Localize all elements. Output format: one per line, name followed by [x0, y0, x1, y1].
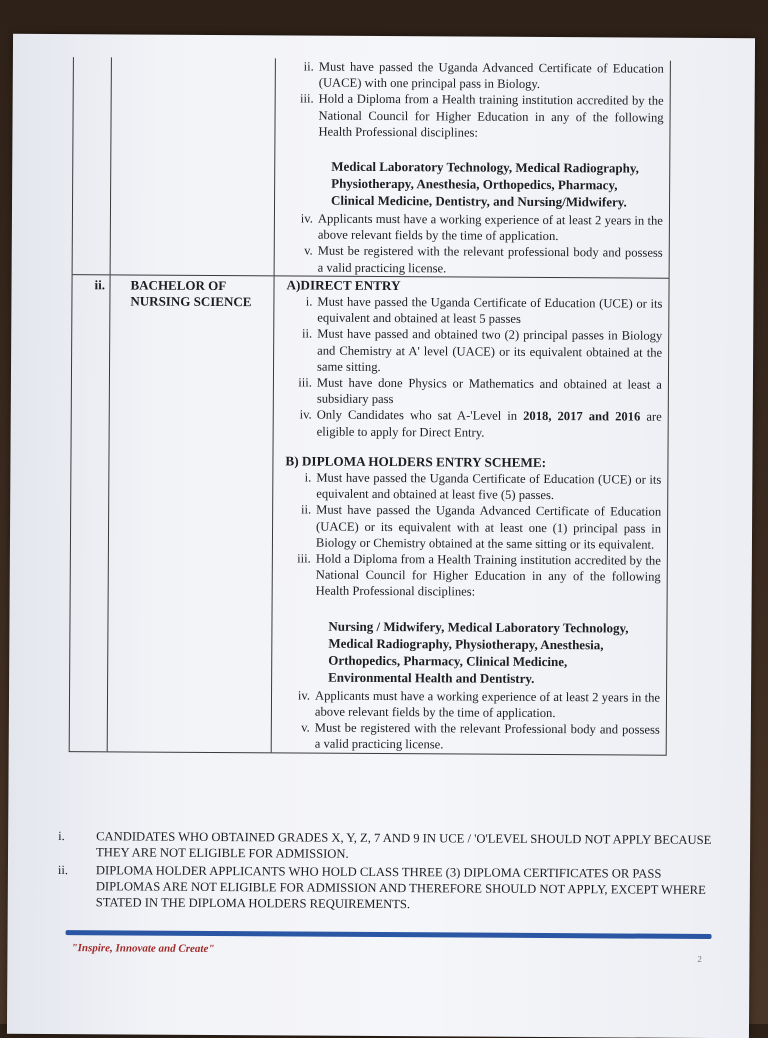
requirement-item	[281, 243, 663, 278]
note-text: CANDIDATES WHO OBTAINED GRADES X, Y, Z, 7 AND 9 IN UCE / 'O'LEVEL SHOULD NOT APPLY BECAUSE THEY ARE NOT ELIGIBLE FOR ADMISSION.	[96, 829, 712, 861]
item-number: iii.	[297, 551, 311, 566]
item-text: Must have passed the Uganda Advanced Certificate of Education (UACE) with one principal pass in Biology.	[318, 59, 664, 92]
programme-name: BACHELOR OF NURSING SCIENCE	[108, 275, 275, 752]
requirement-item	[278, 687, 660, 722]
requirement-item	[281, 91, 663, 142]
item-text: Must have passed the Uganda Certificate of Education (UCE) or its equivalent and obtained at least five (5) passes.	[316, 470, 662, 503]
admission-requirements-table	[69, 57, 671, 755]
item-text-post: are eligible to apply for Direct Entry.	[316, 410, 662, 440]
note-text: DIPLOMA HOLDER APPLICANTS WHO HOLD CLASS THREE (3) DIPLOMA CERTIFICATES OR PASS DIPLOMAS ARE NOT ELIGIBLE FOR ADMISSION AND THEREFORE SHOULD NOT APPLY, EXCEPT WHERE STATED IN THE DIPLOMA HOLDERS REQUIREMENTS.	[95, 863, 706, 912]
requirement-item	[279, 502, 661, 553]
requirements-cell	[275, 58, 670, 277]
row-number-cell	[73, 57, 112, 274]
note-item	[46, 828, 726, 864]
requirement-item	[280, 293, 662, 328]
item-number: ii.	[303, 59, 314, 74]
diploma-entry-heading: B) DIPLOMA HOLDERS ENTRY SCHEME:	[285, 453, 547, 470]
table-row-continued	[72, 57, 671, 277]
note-item	[46, 862, 726, 914]
requirement-item	[280, 374, 662, 409]
item-number: i.	[305, 294, 313, 309]
footer-motto: "Inspire, Innovate and Create"	[71, 942, 215, 955]
item-text: Hold a Diploma from a Health Training institution accredited by the National Council for Higher Education in any of the following Health Professional disciplines:	[315, 551, 661, 600]
footer-divider	[66, 930, 712, 939]
discipline-list: Medical Laboratory Technology, Medical Radiography, Physiotherapy, Anesthesia, Orthopedics, Pharmacy, Clinical Medicine, Dentistry, and Nursing/Midwifery.	[331, 158, 639, 210]
direct-entry-heading: A)DIRECT ENTRY	[286, 277, 401, 293]
item-text: Must have passed the Uganda Certificate of Education (UCE) or its equivalent and obtained at least 5 passes	[317, 294, 663, 327]
requirement-item	[280, 326, 662, 377]
requirement-item	[281, 210, 663, 245]
item-number: iv.	[300, 211, 313, 226]
requirements-cell	[272, 276, 669, 754]
item-number: iv.	[299, 407, 312, 423]
requirement-item	[278, 719, 660, 754]
eligible-years: 2018, 2017 and 2016	[523, 409, 641, 425]
note-number: ii.	[57, 863, 69, 878]
item-number: ii.	[302, 326, 313, 342]
page-number: 2	[697, 953, 702, 964]
table-row-nursing	[69, 274, 670, 755]
item-number: iii.	[298, 375, 312, 390]
programme-cell	[111, 57, 276, 275]
item-text: Hold a Diploma from a Health training institution accredited by the National Council for Higher Education in any of the following Health Professional disciplines:	[318, 92, 664, 140]
discipline-list: Nursing / Midwifery, Medical Laboratory Technology, Medical Radiography, Physiotherapy, Anesthesia, Orthopedics, Pharmacy, Clinical Medicine, Environmental Health and Dentistry.	[328, 618, 629, 686]
item-text: Must have passed the Uganda Advanced Certificate of Education (UACE) or its equivalent with at least one (1) principal pass in Biology or Chemistry obtained at the same sitting or its equivalent.	[315, 503, 662, 552]
eligibility-notes	[46, 828, 727, 916]
item-number: iv.	[297, 688, 311, 703]
requirement-item	[280, 407, 662, 442]
item-text: Must have done Physics or Mathematics and obtained at least a subsidiary pass	[316, 375, 662, 407]
note-number: i.	[58, 829, 65, 844]
item-number: ii.	[300, 502, 312, 518]
item-text: Applicants must have a working experience of at least 2 years in the above relevant fields by the time of application.	[317, 211, 663, 244]
item-text: Must have passed and obtained two (2) principal passes in Biology and Chemistry at A' level (UACE) or its equivalent obtained at the same sitting.	[316, 327, 663, 374]
requirement-item	[279, 550, 661, 601]
item-text: Must be registered with the relevant professional body and possess a valid practicing license.	[317, 244, 663, 276]
item-text-pre: Only Candidates who sat A-'Level in	[316, 408, 524, 424]
item-number: v.	[301, 720, 310, 735]
item-text: Must be registered with the relevant Professional body and possess a valid practicing license.	[314, 720, 660, 752]
requirement-item	[279, 469, 661, 504]
item-number: iii.	[299, 91, 314, 106]
document-page	[7, 34, 755, 1038]
item-text	[317, 407, 662, 442]
item-number: i.	[304, 470, 312, 485]
item-text: Applicants must have a working experience of at least 2 years in the above relevant fields by the time of application.	[314, 688, 661, 720]
row-number-cell: ii.	[70, 275, 111, 751]
item-number: v.	[304, 243, 313, 258]
requirement-item	[282, 58, 664, 93]
